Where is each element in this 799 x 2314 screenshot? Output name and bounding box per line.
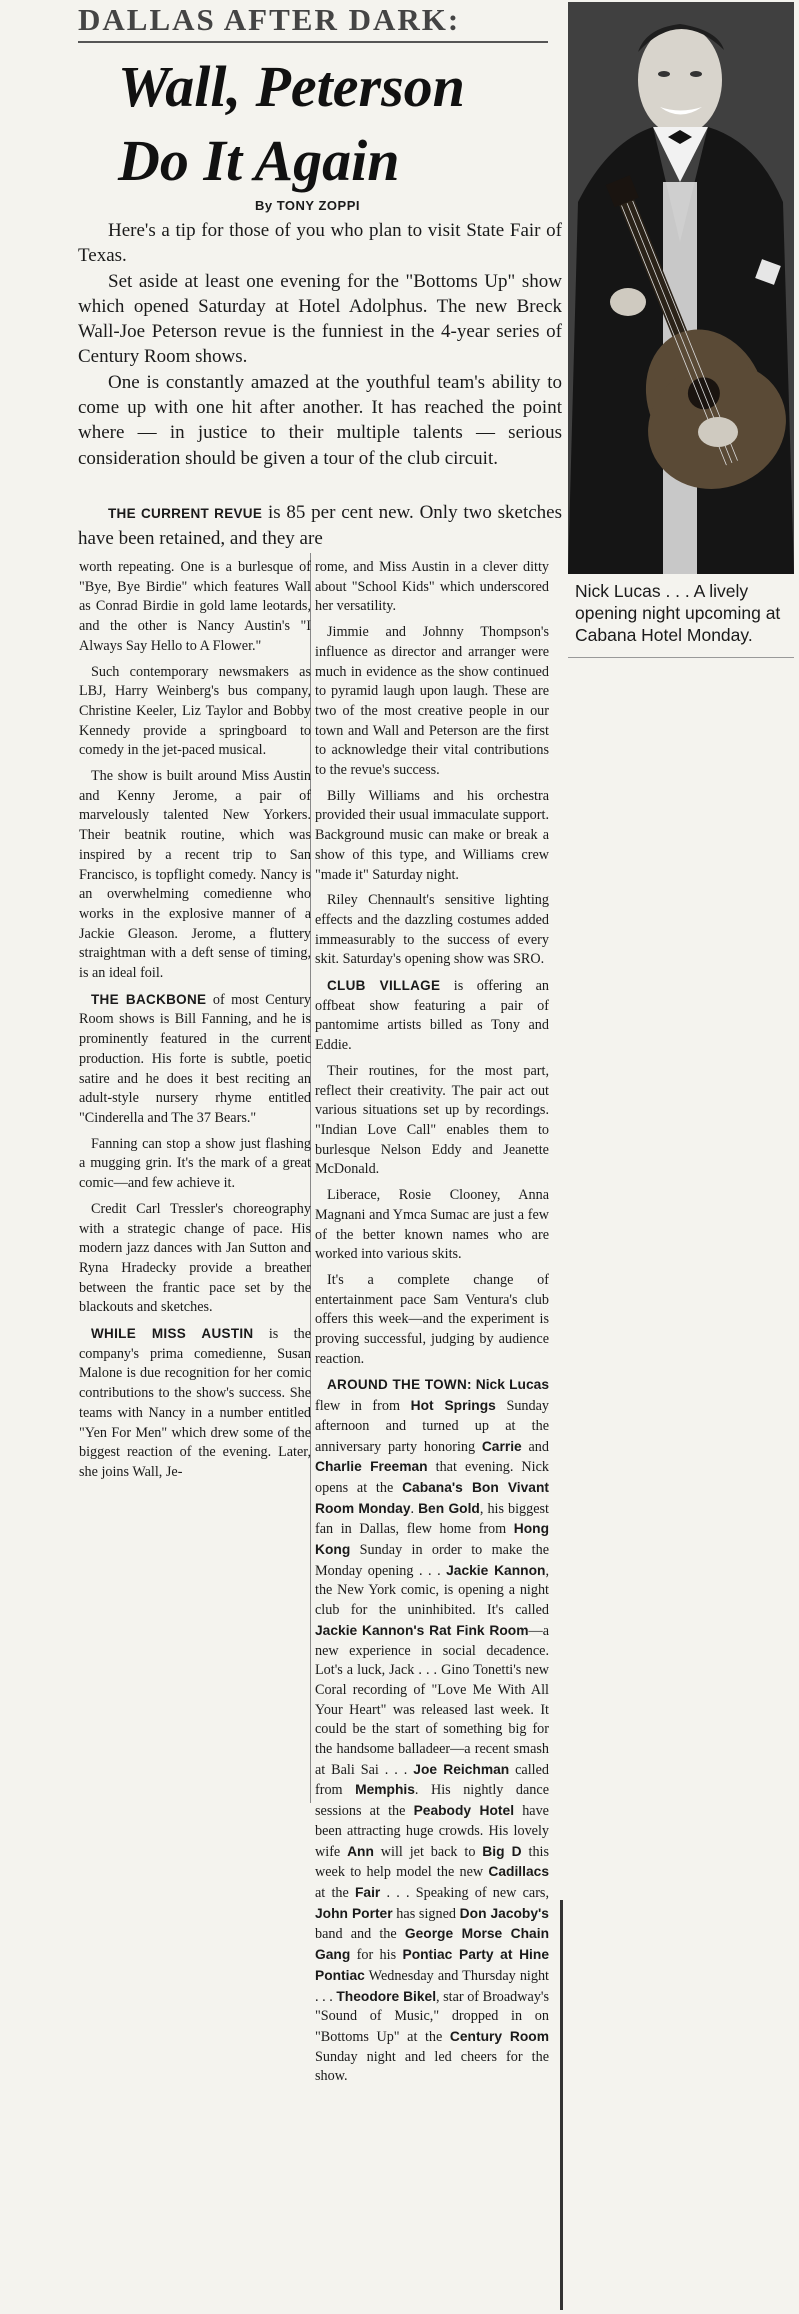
paragraph-text: Sunday afternoon and turned up at the anniversary party honoring <box>315 1398 549 1455</box>
paragraph-text: at the <box>315 1885 355 1901</box>
paragraph-text: . . . Speaking of new cars, <box>380 1885 549 1901</box>
paragraph-text: this week to help model the new <box>315 1843 550 1881</box>
bold-name: Charlie Freeman <box>315 1459 428 1475</box>
paragraph-text: . His nightly dance sessions at the <box>315 1782 549 1820</box>
bold-name: Jackie Kannon <box>446 1562 546 1578</box>
paragraph-text: that evening. Nick opens at the <box>315 1459 550 1496</box>
guitarist-illustration <box>568 2 794 574</box>
photo-caption: Nick Lucas . . . A lively opening night upcoming at Cabana Hotel Monday. <box>575 581 781 645</box>
paragraph: Liberace, Rosie Clooney, Anna Magnani and Ymca Sumac are just a few of the better known names who are worked into various skits. <box>315 1187 549 1263</box>
bold-name: John Porter <box>315 1905 393 1921</box>
paragraph-text: Sunday night and led cheers for the show. <box>315 2048 549 2085</box>
bold-name: Theodore Bikel <box>336 1988 437 2004</box>
revue-lead-text: is 85 per cent new. Only two sketches have been retained, and they are <box>78 502 562 549</box>
section-kicker: DALLAS AFTER DARK: <box>78 2 548 43</box>
paragraph: The show is built around Miss Austin and Kenny Jerome, a pair of marvelously talented New Yorkers. Their beatnik routine, which was inspired by a recent trip to San Francisco, is topflight comedy. Nancy is an overwhelming comedienne who works in the explosive manner of a Jackie Gleason. Jerome, a fluttery straightman with a deft sense of timing, is an ideal foil. <box>79 768 311 982</box>
bold-name: Hot Springs <box>410 1398 496 1414</box>
lede <box>78 218 562 471</box>
paragraph: Riley Chennault's sensitive lighting effects and the dazzling costumes added immeasurably to the success of every skit. Saturday's opening show was SRO. <box>315 892 549 968</box>
bold-name: Hong Kong <box>315 1521 549 1558</box>
paragraph-text: of most Century Room shows is Bill Fanning, and he is prominently featured in the current production. His forte is subtle, poetic satire and he does it best reciting an adult-style nursery rhyme entitled "Cinderella and The 37 Bears." <box>79 991 311 1126</box>
lede-paragraph: One is constantly amazed at the youthful team's ability to come up with one hit after another. It has reached the point where — in justice to their multiple talents — serious consideration should be given a tour of the club circuit. <box>78 371 562 469</box>
bold-name: Cabana's Bon Vivant Room Monday <box>315 1479 549 1516</box>
lead-in: AROUND THE TOWN: <box>327 1377 472 1393</box>
bold-name: Fair <box>354 1885 381 1900</box>
paragraph-text: , his biggest fan in Dallas, flew home from <box>315 1500 549 1538</box>
caption-divider <box>568 657 794 658</box>
bold-name: Jackie Kannon's Rat Fink Room <box>315 1622 529 1638</box>
paragraph: worth repeating. One is a burlesque of "Bye, Bye Birdie" which features Wall as Conrad Birdie in gold lame leotards, and the other is Nancy Austin's "I Always Say Hello to A Flower." <box>79 559 311 654</box>
paragraph-text: and <box>521 1438 549 1455</box>
paragraph-text: called from <box>315 1761 550 1799</box>
paragraph-text: has signed <box>392 1905 460 1922</box>
revue-lead <box>78 500 562 551</box>
bold-name: Cadillacs <box>488 1864 549 1880</box>
byline: By TONY ZOPPI <box>255 198 360 213</box>
paragraph: Credit Carl Tressler's choreography with a strategic change of pace. His modern jazz dances with Jan Sutton and Ryna Hradecky provide a breather between the frantic pace set by the blackouts and sketches. <box>79 1200 311 1316</box>
paragraph-text: band and the <box>315 1926 405 1943</box>
lead-in: THE CURRENT REVUE <box>108 506 263 521</box>
lede-paragraph: Set aside at least one evening for the "Bottoms Up" show which opened Saturday at Hotel Adolphus. The new Breck Wall-Joe Peterson revue is the funniest in the 4-year series of Century Room shows. <box>78 270 562 368</box>
paragraph-text: will jet back to <box>373 1843 483 1860</box>
bold-name: George Morse Chain Gang <box>315 1926 549 1963</box>
lead-in: THE BACKBONE <box>91 991 207 1007</box>
paragraph-text: Sunday in order to make the Monday opening . . . <box>315 1542 549 1579</box>
bold-name: Century Room <box>449 2028 549 2044</box>
lead-in: CLUB VILLAGE <box>327 978 441 994</box>
bold-name: Joe Reichman <box>413 1761 510 1777</box>
bold-name: Nick Lucas <box>475 1377 549 1393</box>
paragraph: It's a complete change of entertainment pace Sam Ventura's club offers this week—and the experiment is proving successful, judging by audience reaction. <box>315 1271 549 1367</box>
bold-name: Ben Gold <box>418 1500 480 1516</box>
paragraph-text: , star of Broadway's "Sound of Music," dropped in on "Bottoms Up" at the <box>315 1988 549 2045</box>
paragraph-text: flew in from <box>315 1398 411 1415</box>
bold-name: Don Jacoby's <box>459 1905 549 1921</box>
paragraph-text: . <box>410 1500 419 1517</box>
paragraph-text: for his <box>350 1947 403 1964</box>
paragraph-text: have been attracting huge crowds. His lovely wife <box>315 1803 549 1860</box>
paragraph: Fanning can stop a show just flashing a mugging grin. It's the mark of a great comic—and few achieve it. <box>79 1135 311 1192</box>
column-edge-rule <box>560 1900 569 2310</box>
paragraph: Jimmie and Johnny Thompson's influence as director and arranger were much in evidence as the show continued to pyramid laugh upon laugh. These are two of the most creative people in our town and Wall and Peterson are the first to acknowledge their vital contributions to the revue's success. <box>315 624 549 779</box>
paragraph-text: is the company's prima comedienne, Susan Malone is due recognition for her comic contributions to the show's success. She teams with Nancy in a number entitled "Yen For Men" which drew some of the biggest reaction of the evening. Later, she joins Wall, Je- <box>79 1326 311 1480</box>
revue-lead-paragraph <box>78 500 562 551</box>
bold-name: Memphis <box>355 1782 415 1798</box>
paragraph-text: Wednesday and Thursday night . . . <box>315 1967 549 2005</box>
paragraph-text: —a new experience in social decadence. Lot's a luck, Jack . . . Gino Tonetti's new Coral recording of "Love Me With All Your Heart" was released last week. It could be the start of something big for the handsome balladeer—a recent smash at Bali Sai . . . <box>315 1622 549 1778</box>
right-column <box>315 558 549 2093</box>
paragraph <box>315 976 549 1056</box>
bold-name: Carrie <box>481 1438 522 1454</box>
paragraph-text: is offering an offbeat show featuring a pair of pantomime artists billed as Tony and Eddie. <box>315 978 549 1054</box>
bold-name: Peabody Hotel <box>413 1803 515 1819</box>
paragraph <box>79 990 311 1129</box>
paragraph-text: , the New York comic, is opening a night club for the uninhibited. It's called <box>315 1562 549 1619</box>
portrait-photo <box>568 2 794 574</box>
paragraph: rome, and Miss Austin in a clever ditty about "School Kids" which underscored her versatility. <box>315 559 549 615</box>
paragraph: Such contemporary newsmakers as LBJ, Harry Weinberg's bus company, Christine Keeler, Liz Taylor and Bobby Kennedy provide a springboard to comedy in the jet-paced musical. <box>79 663 311 759</box>
paragraph: Their routines, for the most part, reflect their creativity. The pair act out various situations set up by recordings. "Indian Love Call" enables them to burlesque Nelson Eddy and Jeanette McDonald. <box>315 1062 549 1178</box>
bold-name: Ann <box>347 1843 374 1859</box>
around-town-paragraph <box>315 1375 549 2087</box>
paragraph: Billy Williams and his orchestra provided their usual immaculate support. Background music can make or break a show of this type, and Williams crew "made it" Saturday night. <box>315 787 549 883</box>
headline <box>118 50 568 198</box>
bold-name: Pontiac Party at Hine Pontiac <box>315 1947 549 1983</box>
headline-line-1: Wall, Peterson <box>118 54 465 119</box>
headline-line-2: Do It Again <box>118 128 400 193</box>
bold-name: Big D <box>482 1843 522 1859</box>
left-column <box>79 558 311 1489</box>
paragraph <box>79 1324 311 1483</box>
lead-in: WHILE MISS AUSTIN <box>91 1326 254 1342</box>
lede-paragraph: Here's a tip for those of you who plan to visit State Fair of Texas. <box>78 220 562 267</box>
